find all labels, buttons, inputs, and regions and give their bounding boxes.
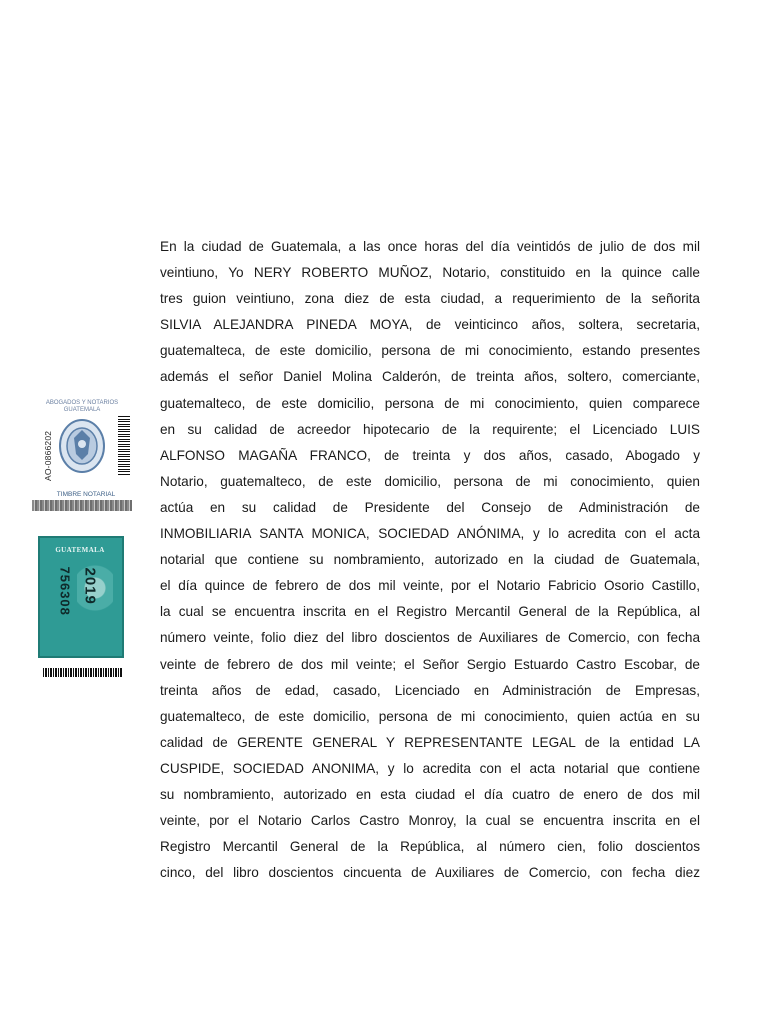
- text-line: además el señor Daniel Molina Calderón, de treinta años, soltero, comerciante,: [160, 369, 700, 385]
- text-line: notarial que contiene su nombramiento, autorizado en la ciudad de Guatemala,: [160, 552, 700, 568]
- notarial-stamp-barcode: [118, 416, 130, 476]
- fiscal-stamp-barcode: [43, 668, 123, 677]
- text-line: su nombramiento, autorizado en esta ciudad el día cuatro de enero de dos mil: [160, 786, 700, 802]
- fiscal-stamp: [33, 534, 133, 678]
- text-line: número veinte, folio diez del libro doscientos de Auxiliares de Comercio, con fecha: [160, 630, 700, 646]
- coat-of-arms-icon: [56, 416, 108, 476]
- text-line: la cual se encuentra inscrita en el Registro Mercantil General de la República, al: [160, 604, 700, 620]
- text-line: guatemalteco, de este domicilio, persona de mi conocimiento, quien comparece: [160, 395, 700, 411]
- text-line: el día quince de febrero de dos mil veinte, por el Notario Fabricio Osorio Castillo,: [160, 578, 700, 594]
- notarial-stamp-footer: TIMBRE NOTARIAL: [56, 491, 116, 498]
- text-line: CUSPIDE, SOCIEDAD ANONIMA, y lo acredita con el acta notarial que contiene: [160, 760, 700, 776]
- text-line: SILVIA ALEJANDRA PINEDA MOYA, de veinticinco años, soltera, secretaria,: [160, 317, 700, 333]
- text-line: en su calidad de acreedor hipotecario de la requirente; el Licenciado LUIS: [160, 421, 700, 437]
- text-line: guatemalteco, de este domicilio, persona de mi conocimiento, quien actúa en su: [160, 708, 700, 724]
- text-line: tres guion veintiuno, zona diez de esta ciudad, a requerimiento de la señorita: [160, 291, 700, 307]
- notarial-act-text: [160, 234, 700, 886]
- text-line: calidad de GERENTE GENERAL Y REPRESENTANTE LEGAL de la entidad LA: [160, 734, 700, 750]
- notarial-stamp-header: [40, 400, 124, 414]
- text-line: Registro Mercantil General de la República, al número cien, folio doscientos: [160, 839, 700, 855]
- text-line: treinta años de edad, casado, Licenciado en Administración de Empresas,: [160, 682, 700, 698]
- fiscal-stamp-serial: 756308: [57, 566, 73, 616]
- fiscal-stamp-year: 2019: [81, 567, 99, 605]
- text-line: veinte, por el Notario Carlos Castro Monroy, la cual se encuentra inscrita en el: [160, 813, 700, 829]
- fiscal-stamp-header: GUATEMALA: [55, 546, 105, 554]
- notarial-stamp-serial: AO-0866202: [43, 430, 53, 481]
- text-line: ALFONSO MAGAÑA FRANCO, de treinta y dos años, casado, Abogado y: [160, 447, 700, 463]
- text-line: guatemalteca, de este domicilio, persona de mi conocimiento, estando presentes: [160, 343, 700, 359]
- notarial-stamp-header-title: ABOGADOS Y NOTARIOS: [45, 400, 119, 406]
- text-line: veintiuno, Yo NERY ROBERTO MUÑOZ, Notario, constituido en la quince calle: [160, 265, 700, 281]
- text-line: veinte de febrero de dos mil veinte; el Señor Sergio Estuardo Castro Escobar, de: [160, 656, 700, 672]
- notarial-stamp-band: [32, 500, 132, 511]
- text-line: En la ciudad de Guatemala, a las once horas del día veintidós de julio de dos mil: [160, 239, 700, 254]
- text-line: cinco, del libro doscientos cincuenta de Auxiliares de Comercio, con fecha diez: [160, 865, 700, 881]
- text-line: Notario, guatemalteco, de este domicilio, persona de mi conocimiento, quien: [160, 473, 700, 489]
- text-line: INMOBILIARIA SANTA MONICA, SOCIEDAD ANÓNIMA, y lo acredita con el acta: [160, 526, 700, 542]
- text-line: actúa en su calidad de Presidente del Consejo de Administración de: [160, 499, 700, 515]
- notarial-stamp-subheader: GUATEMALA: [63, 407, 101, 413]
- notarial-stamp: [32, 396, 132, 511]
